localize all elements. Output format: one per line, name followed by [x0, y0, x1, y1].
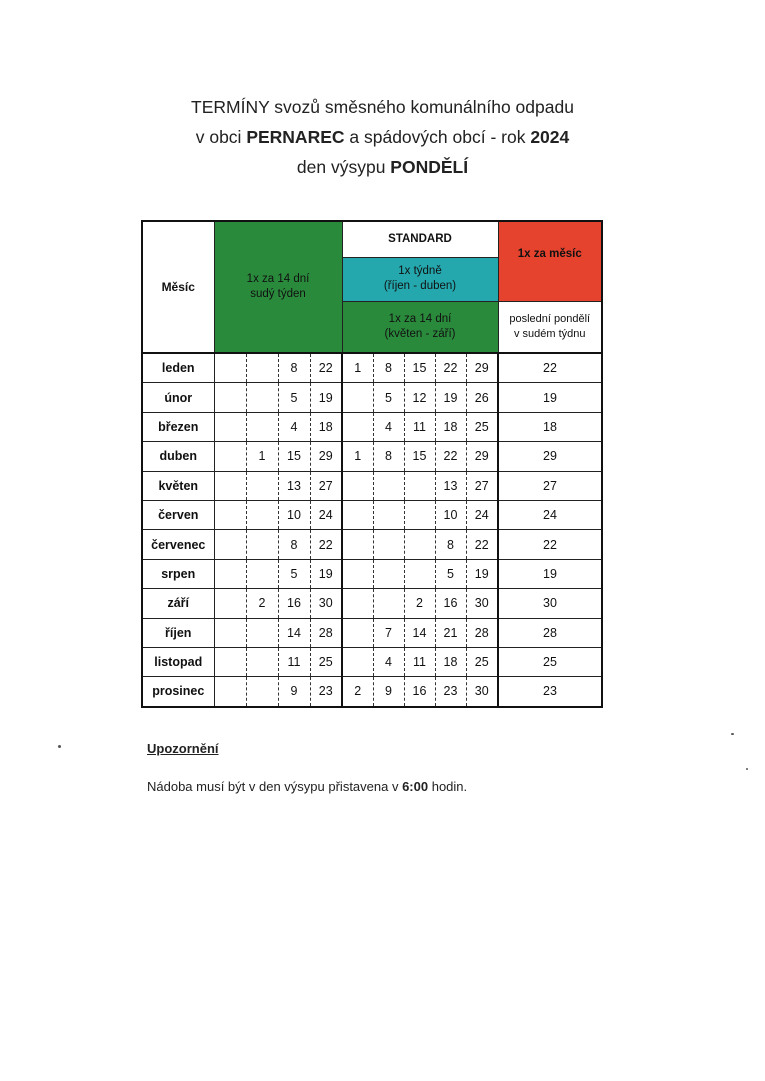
table-row	[142, 677, 602, 707]
standard-date-cell: 25	[466, 647, 498, 676]
table-row	[142, 383, 602, 412]
table-row	[142, 647, 602, 676]
standard-date-cell: 25	[466, 412, 498, 441]
header-monthly-label: 1x za měsíc	[517, 247, 582, 260]
title-text-1: TERMÍNY svozů směsného komunálního odpadu	[191, 97, 574, 117]
biweekly-date-cell: 4	[278, 412, 310, 441]
notice-text	[147, 779, 467, 794]
biweekly-date-cell: 24	[310, 500, 342, 529]
biweekly-date-cell	[214, 383, 246, 412]
biweekly-date-cell	[246, 647, 278, 676]
standard-date-cell	[342, 589, 373, 618]
standard-date-cell	[373, 471, 404, 500]
biweekly-date-cell: 8	[278, 353, 310, 383]
monthly-date-cell: 18	[498, 412, 602, 441]
title-mid-2: a spádových obcí - rok	[344, 127, 531, 147]
header-standard	[342, 221, 498, 257]
standard-date-cell: 16	[435, 589, 466, 618]
month-cell: březen	[142, 412, 214, 441]
standard-date-cell: 23	[435, 677, 466, 707]
biweekly-date-cell: 10	[278, 500, 310, 529]
standard-date-cell: 18	[435, 647, 466, 676]
biweekly-date-cell	[214, 353, 246, 383]
biweekly-date-cell: 5	[278, 559, 310, 588]
standard-date-cell: 1	[342, 442, 373, 471]
standard-date-cell	[342, 383, 373, 412]
standard-date-cell: 7	[373, 618, 404, 647]
standard-date-cell: 29	[466, 442, 498, 471]
standard-date-cell: 10	[435, 500, 466, 529]
header-month-label: Měsíc	[161, 280, 195, 294]
month-cell: květen	[142, 471, 214, 500]
standard-date-cell: 14	[404, 618, 435, 647]
biweekly-date-cell	[246, 559, 278, 588]
table-row	[142, 471, 602, 500]
month-cell: červen	[142, 500, 214, 529]
standard-date-cell: 22	[435, 442, 466, 471]
biweekly-date-cell	[214, 618, 246, 647]
biweekly-date-cell	[246, 383, 278, 412]
monthly-date-cell: 19	[498, 383, 602, 412]
monthly-date-cell: 23	[498, 677, 602, 707]
biweekly-date-cell: 29	[310, 442, 342, 471]
monthly-date-cell: 29	[498, 442, 602, 471]
header-biweekly-label: 1x za 14 dní	[246, 273, 310, 285]
standard-date-cell: 4	[373, 412, 404, 441]
standard-date-cell	[373, 530, 404, 559]
biweekly-date-cell: 23	[310, 677, 342, 707]
standard-date-cell: 12	[404, 383, 435, 412]
header-monthly-note	[498, 302, 602, 353]
notice-heading: Upozornění	[147, 741, 219, 756]
table-row	[142, 618, 602, 647]
table-row	[142, 589, 602, 618]
standard-date-cell	[342, 500, 373, 529]
biweekly-date-cell	[214, 530, 246, 559]
month-cell: listopad	[142, 647, 214, 676]
biweekly-date-cell	[214, 559, 246, 588]
biweekly-date-cell	[246, 471, 278, 500]
month-cell: leden	[142, 353, 214, 383]
biweekly-date-cell: 13	[278, 471, 310, 500]
standard-date-cell: 19	[466, 559, 498, 588]
standard-date-cell: 18	[435, 412, 466, 441]
table-row	[142, 412, 602, 441]
title-line-1	[0, 94, 765, 121]
monthly-date-cell: 24	[498, 500, 602, 529]
standard-date-cell: 9	[373, 677, 404, 707]
standard-date-cell: 2	[342, 677, 373, 707]
standard-date-cell	[404, 530, 435, 559]
month-cell: září	[142, 589, 214, 618]
standard-date-cell: 5	[435, 559, 466, 588]
title-line-3	[0, 154, 765, 181]
biweekly-date-cell: 15	[278, 442, 310, 471]
standard-date-cell	[342, 618, 373, 647]
standard-date-cell: 28	[466, 618, 498, 647]
header-monthly	[498, 221, 602, 302]
header-biweekly	[214, 221, 342, 353]
header-monthly-note-1: poslední pondělí	[509, 313, 591, 326]
biweekly-date-cell: 28	[310, 618, 342, 647]
header-summer	[342, 302, 498, 353]
standard-date-cell: 27	[466, 471, 498, 500]
standard-date-cell: 24	[466, 500, 498, 529]
standard-date-cell: 8	[373, 353, 404, 383]
biweekly-date-cell	[214, 500, 246, 529]
biweekly-date-cell: 8	[278, 530, 310, 559]
monthly-date-cell: 28	[498, 618, 602, 647]
biweekly-date-cell: 5	[278, 383, 310, 412]
biweekly-date-cell	[214, 471, 246, 500]
biweekly-date-cell	[246, 677, 278, 707]
biweekly-date-cell: 14	[278, 618, 310, 647]
header-weekly	[342, 257, 498, 302]
biweekly-date-cell: 9	[278, 677, 310, 707]
table-row	[142, 442, 602, 471]
biweekly-date-cell: 19	[310, 559, 342, 588]
year: 2024	[530, 127, 570, 147]
header-standard-label: STANDARD	[388, 233, 452, 246]
monthly-date-cell: 27	[498, 471, 602, 500]
biweekly-date-cell	[214, 412, 246, 441]
standard-date-cell	[342, 530, 373, 559]
notice-text-suffix: hodin.	[428, 779, 468, 794]
standard-date-cell	[342, 647, 373, 676]
standard-date-cell: 29	[466, 353, 498, 383]
village-name: PERNAREC	[246, 127, 345, 147]
standard-date-cell: 11	[404, 647, 435, 676]
month-cell: prosinec	[142, 677, 214, 707]
standard-date-cell: 4	[373, 647, 404, 676]
standard-date-cell: 15	[404, 353, 435, 383]
standard-date-cell: 16	[404, 677, 435, 707]
standard-date-cell: 15	[404, 442, 435, 471]
header-biweekly-sub: sudý týden	[250, 288, 306, 300]
collection-day: PONDĚLÍ	[390, 157, 469, 177]
standard-date-cell: 22	[435, 353, 466, 383]
monthly-date-cell: 22	[498, 530, 602, 559]
standard-date-cell: 8	[435, 530, 466, 559]
title-prefix-2: v obci	[195, 127, 247, 147]
month-cell: červenec	[142, 530, 214, 559]
table-row	[142, 500, 602, 529]
standard-date-cell: 21	[435, 618, 466, 647]
standard-date-cell: 8	[373, 442, 404, 471]
standard-date-cell	[342, 471, 373, 500]
header-monthly-note-2: v sudém týdnu	[513, 328, 586, 341]
biweekly-date-cell	[214, 589, 246, 618]
biweekly-date-cell: 27	[310, 471, 342, 500]
header-weekly-label: 1x týdně	[398, 265, 442, 278]
biweekly-date-cell: 22	[310, 530, 342, 559]
biweekly-date-cell: 16	[278, 589, 310, 618]
standard-date-cell: 30	[466, 677, 498, 707]
table-row	[142, 559, 602, 588]
biweekly-date-cell: 22	[310, 353, 342, 383]
biweekly-date-cell	[214, 647, 246, 676]
table-row	[142, 530, 602, 559]
standard-date-cell: 30	[466, 589, 498, 618]
standard-date-cell	[404, 500, 435, 529]
standard-date-cell: 5	[373, 383, 404, 412]
monthly-date-cell: 19	[498, 559, 602, 588]
standard-date-cell: 13	[435, 471, 466, 500]
header-summer-sub: (květen - září)	[384, 328, 456, 341]
biweekly-date-cell	[246, 618, 278, 647]
standard-date-cell: 26	[466, 383, 498, 412]
month-cell: únor	[142, 383, 214, 412]
schedule-table	[141, 220, 603, 708]
standard-date-cell: 1	[342, 353, 373, 383]
header-month	[142, 221, 214, 353]
standard-date-cell: 11	[404, 412, 435, 441]
biweekly-date-cell: 18	[310, 412, 342, 441]
title-line-2	[0, 124, 765, 151]
standard-date-cell	[342, 559, 373, 588]
biweekly-date-cell: 19	[310, 383, 342, 412]
biweekly-date-cell: 2	[246, 589, 278, 618]
biweekly-date-cell	[246, 500, 278, 529]
standard-date-cell: 22	[466, 530, 498, 559]
title-prefix-3: den výsypu	[296, 157, 391, 177]
notice-text-prefix: Nádoba musí být v den výsypu přistavena v	[147, 779, 403, 794]
standard-date-cell: 19	[435, 383, 466, 412]
header-weekly-sub: (říjen - duben)	[383, 280, 457, 293]
month-cell: duben	[142, 442, 214, 471]
table-row	[142, 353, 602, 383]
month-cell: říjen	[142, 618, 214, 647]
biweekly-date-cell	[246, 530, 278, 559]
standard-date-cell	[404, 471, 435, 500]
biweekly-date-cell: 1	[246, 442, 278, 471]
monthly-date-cell: 30	[498, 589, 602, 618]
biweekly-date-cell	[246, 353, 278, 383]
biweekly-date-cell: 25	[310, 647, 342, 676]
biweekly-date-cell: 30	[310, 589, 342, 618]
scan-speck	[746, 768, 748, 770]
standard-date-cell	[373, 559, 404, 588]
standard-date-cell: 2	[404, 589, 435, 618]
biweekly-date-cell: 11	[278, 647, 310, 676]
biweekly-date-cell	[246, 412, 278, 441]
standard-date-cell	[373, 589, 404, 618]
monthly-date-cell: 25	[498, 647, 602, 676]
scan-speck	[731, 733, 734, 735]
header-summer-label: 1x za 14 dní	[388, 313, 452, 326]
standard-date-cell	[342, 412, 373, 441]
scan-speck	[58, 745, 61, 748]
biweekly-date-cell	[214, 442, 246, 471]
month-cell: srpen	[142, 559, 214, 588]
standard-date-cell	[404, 559, 435, 588]
biweekly-date-cell	[214, 677, 246, 707]
monthly-date-cell: 22	[498, 353, 602, 383]
standard-date-cell	[373, 500, 404, 529]
notice-time: 6:00	[402, 779, 429, 794]
